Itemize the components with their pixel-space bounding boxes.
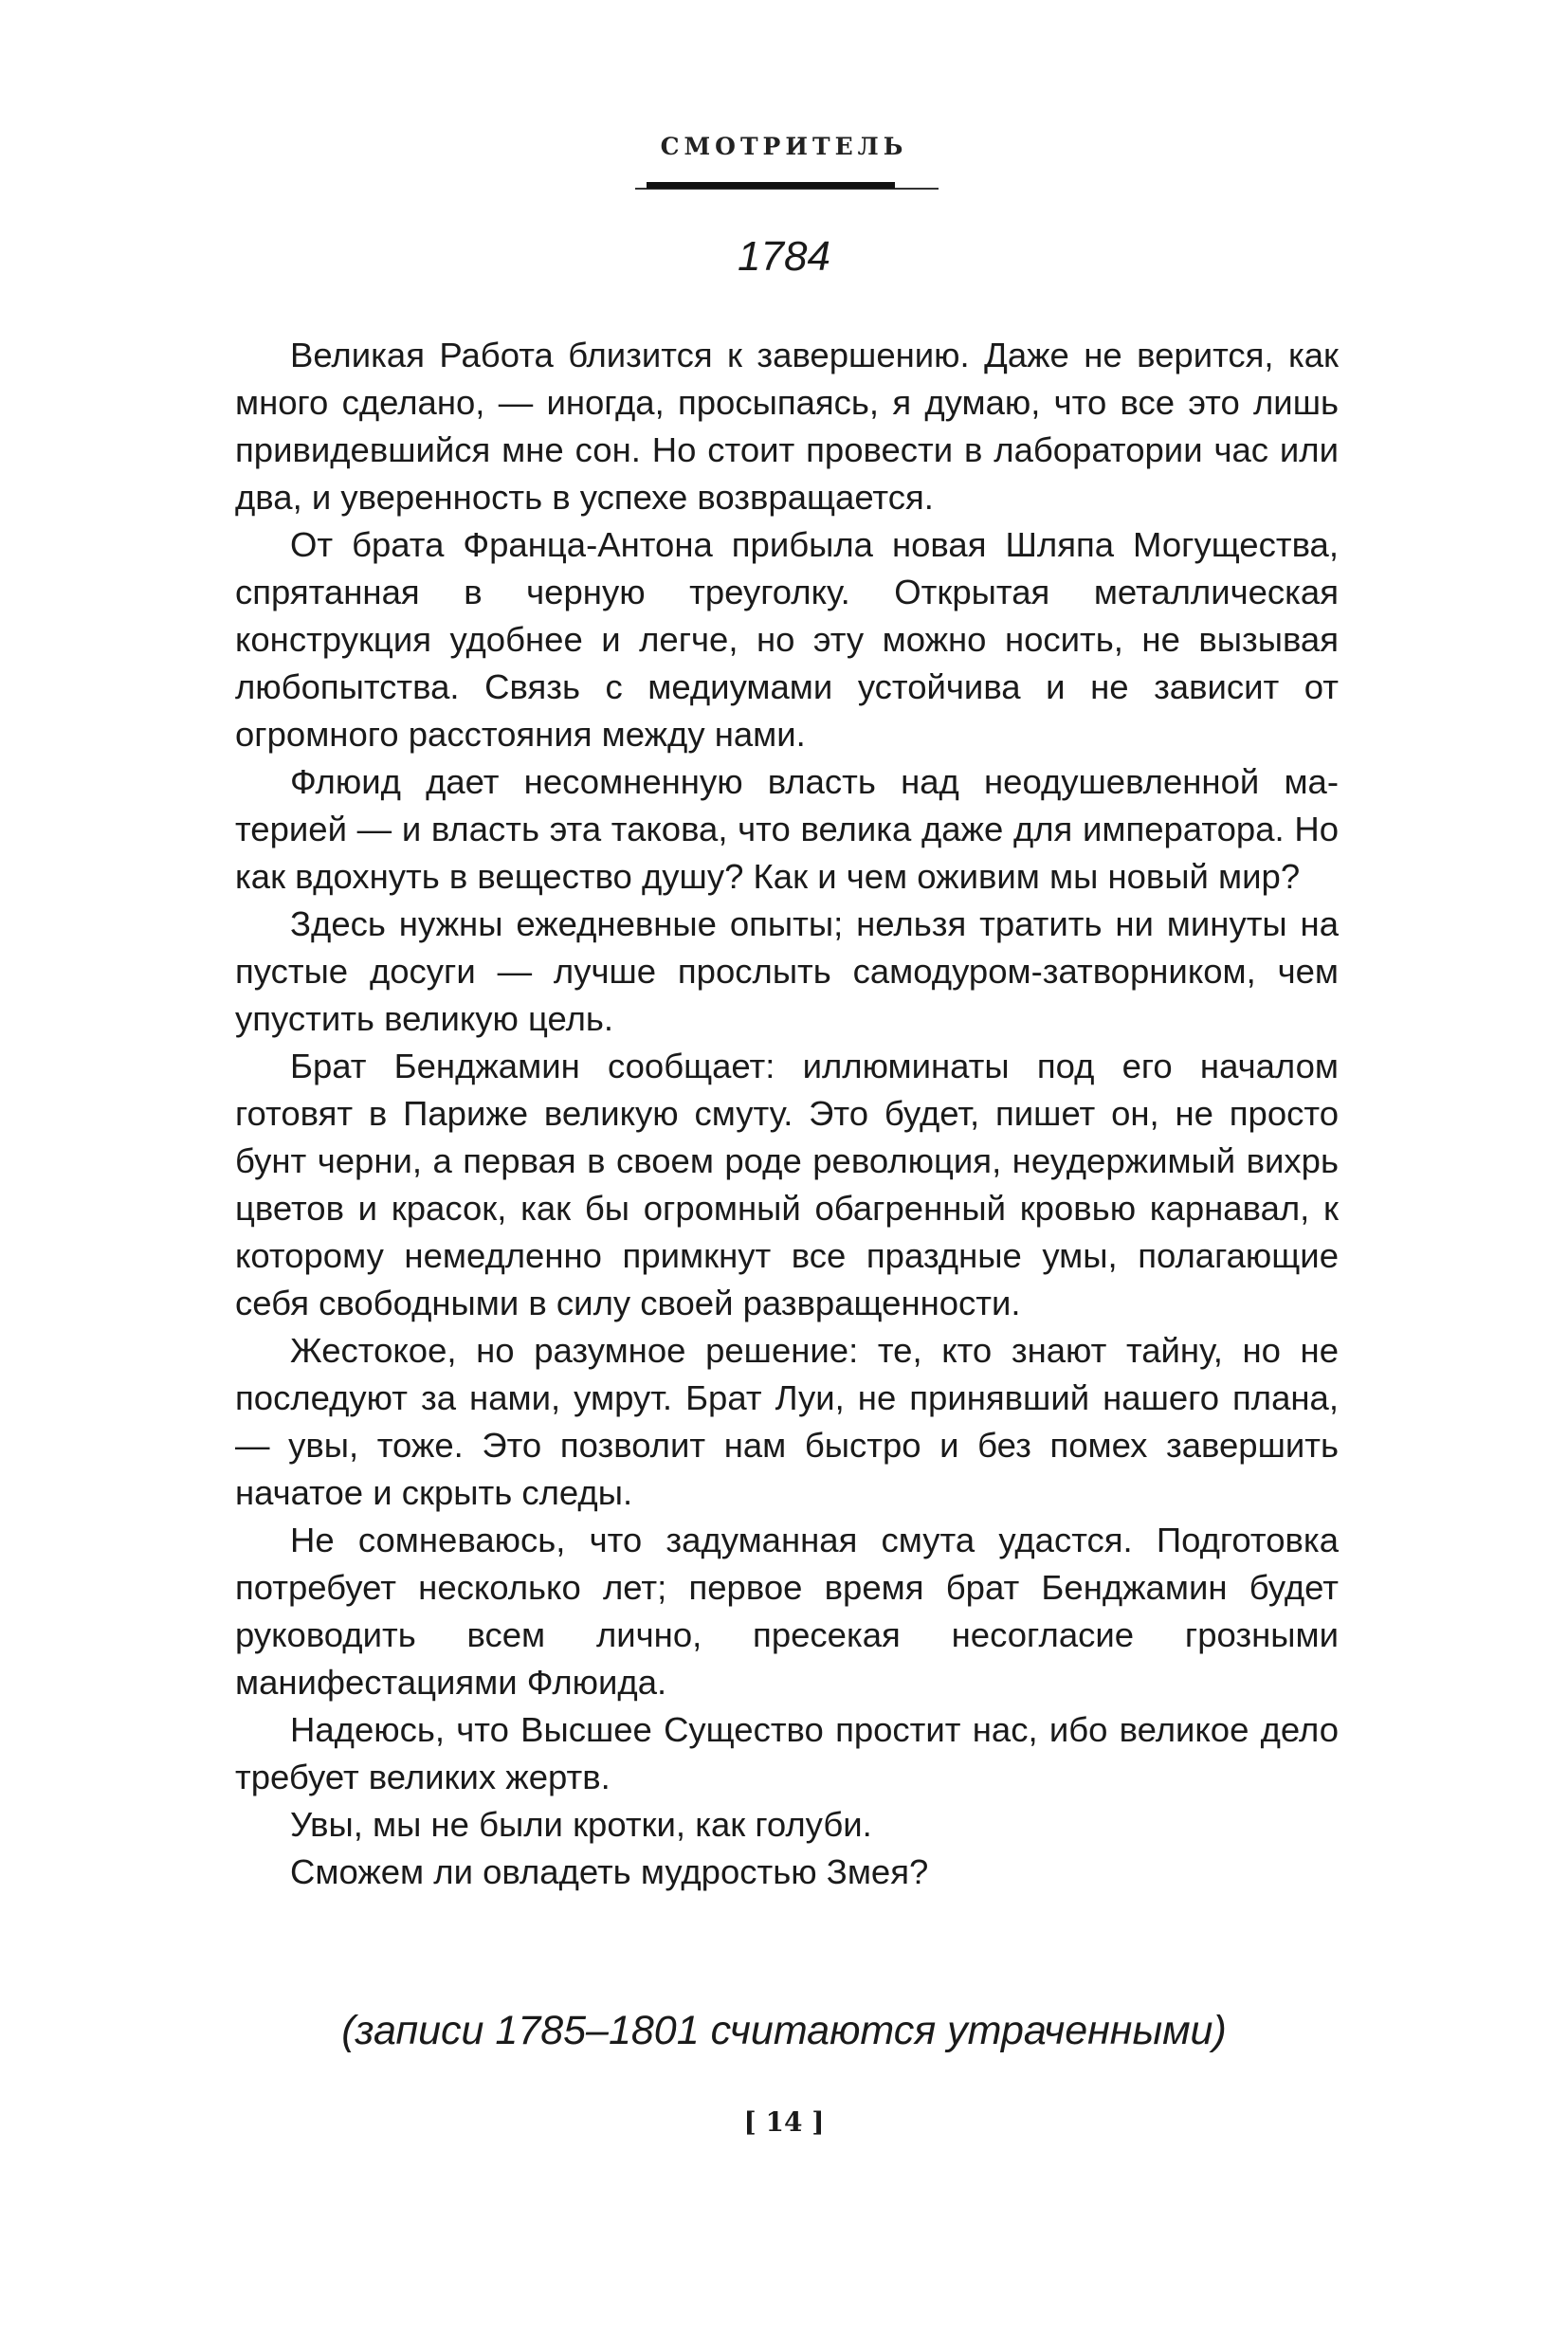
paragraph: Брат Бенджамин сообщает: иллюминаты под его началом готовят в Париже великую смуту. Это будет, пишет он, не просто бунт черни, а первая в своем роде революция, неудержимый вихрь цветов и красок, как бы огромный обагренный кровью карнавал, к которому немедленно примкнут все праздные умы, полагающие себя свободными в силу своей развращенности.	[235, 1047, 1339, 1322]
paragraph: Не сомневаюсь, что задуманная смута удастся. Подготовка потребует несколько лет; первое время брат Бенджамин будет руководить всем лично, пресекая несогласие грозными манифестациями Флюида.	[235, 1521, 1339, 1702]
paragraph: Флюид дает несомненную власть над неодушевленной материей — и власть эта такова, что велика даже для императора. Но как вдохнуть в вещество душу? Как и чем оживим мы новый мир?	[235, 762, 1339, 896]
paragraph: От брата Франца-Антона прибыла новая Шляпа Могущества, спрятанная в черную треуголку. Открытая металлическая конструкция удобнее и легче, но эту можно носить, не вызывая любопытства. Связь с медиумами устойчива и не зависит от огромного расстояния между нами.	[235, 525, 1339, 754]
header-rule-thick	[647, 182, 895, 189]
section-year: 1784	[738, 233, 830, 280]
page-number: [ 14 ]	[743, 2106, 825, 2138]
paragraph: Надеюсь, что Высшее Существо простит нас, ибо великое дело требует великих жертв.	[235, 1710, 1339, 1796]
running-title: СМОТРИТЕЛЬ	[660, 133, 908, 160]
paragraph: Великая Работа близится к завершению. Даже не верится, как много сделано, — иногда, просыпаясь, я думаю, что все это лишь привидевшийся мне сон. Но стоит провести в лаборатории час или два, и уверенность в успехе возвращается.	[235, 336, 1339, 517]
lost-records-note: (записи 1785–1801 считаются утраченными)	[341, 2008, 1227, 2053]
paragraph: Сможем ли овладеть мудростью Змея?	[290, 1852, 929, 1891]
paragraph: Жестокое, но разумное решение: те, кто знают тайну, но не последуют за нами, умрут. Брат Луи, не принявший нашего плана, — увы, тоже. Это позволит нам быстро и без помех завершить начатое и скрыть следы.	[235, 1331, 1339, 1512]
paragraph: Здесь нужны ежедневные опыты; нельзя тратить ни минуты на пустые досуги — лучше прослыть самодуром-затворником, чем упустить великую цель.	[235, 904, 1339, 1038]
paragraph: Увы, мы не были кротки, как голуби.	[290, 1805, 872, 1844]
body-text	[235, 332, 1339, 1896]
